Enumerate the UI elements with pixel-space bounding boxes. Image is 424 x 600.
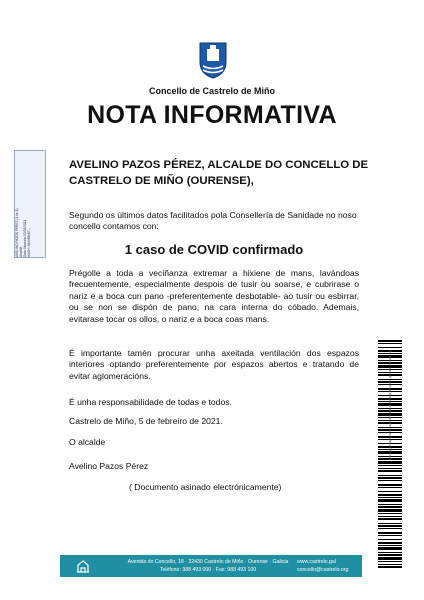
org-name: Concello de Castrelo de Miño bbox=[148, 86, 276, 96]
footer-email-link[interactable]: concello@castrelo.org bbox=[297, 567, 349, 573]
signature-stamp-text bbox=[15, 153, 31, 257]
paragraph-hygiene: Prégolle a toda a veciñanza extremar a hixiene de mans, lavándoas frecuentemente, especialmente despois de tusir ou soarse, e cubrirase o nariz e a boca cun pano -preferentemente desbotable- ao tusir ou esbirrar, ou se non se dispón de pano, na cara interna do cóbado. Ademais, evitarase tocar os ollos, o nariz e a boca coas mans. bbox=[69, 268, 359, 324]
signer-name: Avelino Pazos Pérez bbox=[69, 461, 149, 471]
stamp-line: Alcalde bbox=[19, 246, 23, 257]
signature-note: ( Documento asinado electrónicamente) bbox=[129, 482, 282, 492]
footer-address bbox=[118, 558, 298, 574]
footer-phone-line: Teléfono: 988 493 000 · Fax: 988 493 100 bbox=[159, 567, 257, 573]
verification-text: Documento asinado electrónicamente desde a plataforma esPublico Gestiona bbox=[388, 350, 392, 461]
coat-of-arms-icon bbox=[196, 40, 230, 80]
stamp-line: Data Sinatura: 05/02/2021 bbox=[23, 219, 27, 257]
case-highlight: 1 caso de COVID confirmado bbox=[124, 242, 304, 257]
footer-contact bbox=[297, 558, 361, 574]
author-line-1: AVELINO PAZOS PÉREZ, ALCALDE DO CONCELLO DE bbox=[69, 159, 369, 171]
closing-title: O alcalde bbox=[69, 437, 106, 447]
signature-stamp bbox=[14, 150, 46, 258]
footer-address-line: Avenida do Concello, 18 · 32430 Castrelo de Miño · Ourense · Galicia bbox=[127, 559, 289, 565]
author-heading bbox=[69, 157, 389, 189]
author-line-2: CASTRELO DE MIÑO (OURENSE), bbox=[69, 175, 254, 187]
date-line: Castrelo de Miño, 5 de febreiro de 2021. bbox=[69, 416, 223, 426]
paragraph-ventilation: É importante tamén procurar unha axeitada ventilación dos espazos interiores optando preferentemente por espazos abertos e tratando de evitar aglomeracións. bbox=[69, 348, 359, 381]
footer-web-link[interactable]: www.castrelo.gal bbox=[297, 559, 336, 565]
building-icon bbox=[76, 559, 90, 573]
stamp-line: HASH: 5d19f0fe67... bbox=[27, 227, 31, 257]
paragraph-responsibility: É unha responsabilidade de todas e todos. bbox=[69, 397, 232, 407]
document-title: NOTA INFORMATIVA bbox=[87, 101, 337, 129]
paragraph-intro: Segundo os últimos datos facilitados pola Consellería de Sanidade no noso concello contamos con: bbox=[69, 210, 357, 232]
stamp-line: AVELINO PAZOS PEREZ (1 de 1) bbox=[15, 208, 19, 257]
